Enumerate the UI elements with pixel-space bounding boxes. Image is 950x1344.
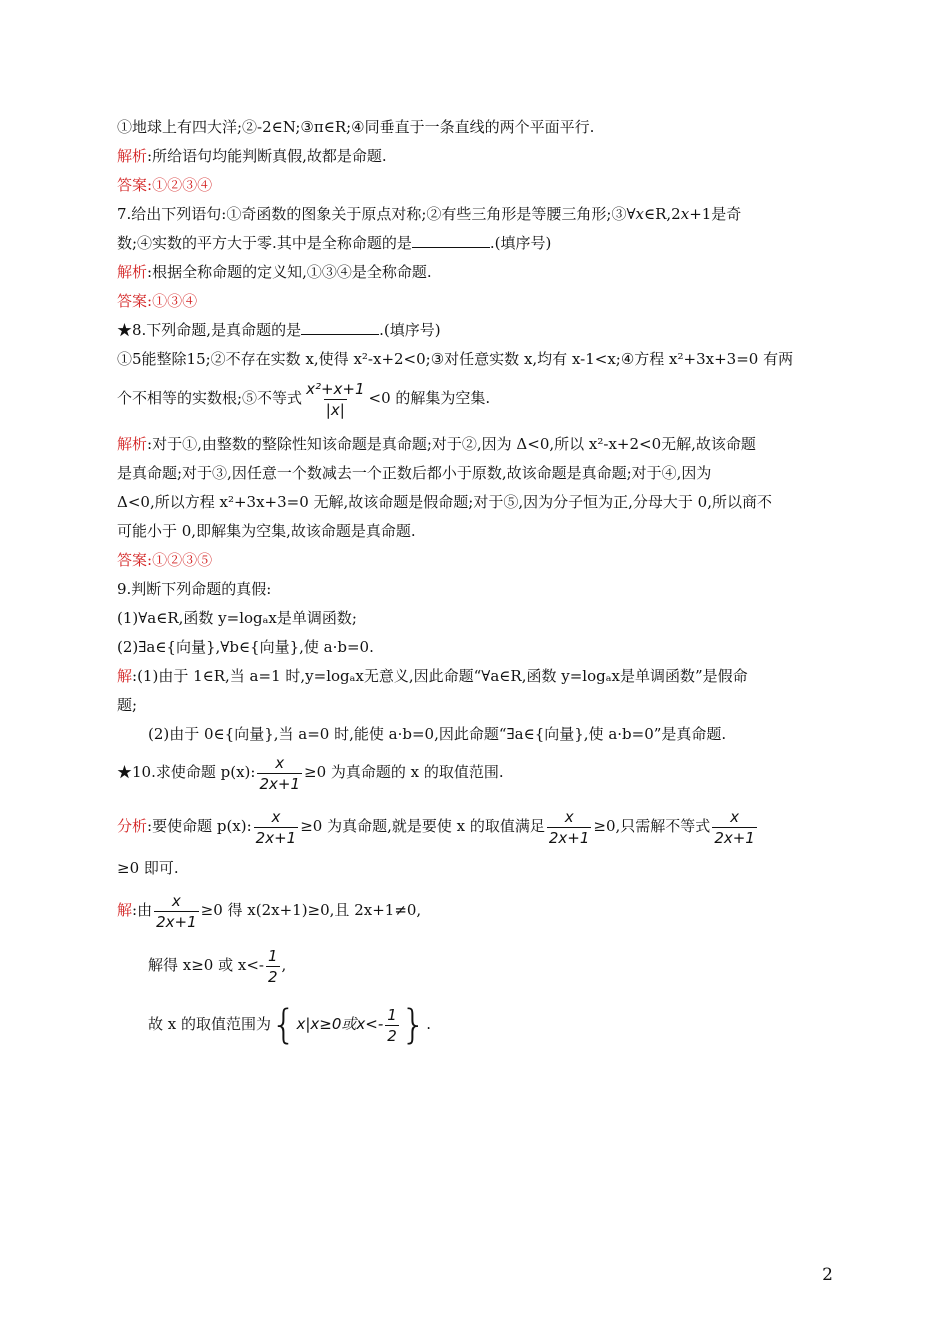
q8-text-b: <0 的解集为空集. [368, 389, 491, 407]
q9-title: 9.判断下列命题的真假: [117, 580, 272, 598]
q8-text-a: 个不相等的实数根;⑤不等式 [117, 389, 303, 407]
q10-analysis-b: ≥0 为真命题,就是要使 x 的取值满足 [300, 817, 545, 835]
q10-solution-2 [148, 945, 286, 986]
q10-solution-2a: 解得 x≥0 或 x<- [148, 956, 264, 974]
q7-line2-text: 数;④实数的平方大于零.其中是全称命题的是 [117, 234, 412, 252]
q10-solution-1 [117, 890, 421, 931]
q9-solution-text: :(1)由于 1∈R,当 a=1 时,y=logₐx无意义,因此命题“∀a∈R,函数 y=logₐx是单调函数”是假命 [132, 667, 748, 685]
fraction-numerator: x [564, 807, 574, 826]
line-statements: ①地球上有四大洋;②-2∈N;③π∈R;④同垂直于一条直线的两个平面平行. [117, 118, 595, 136]
fraction [547, 808, 592, 847]
right-brace: } [400, 1002, 427, 1048]
fraction-numerator: 1 [387, 1005, 397, 1024]
q10-title [117, 752, 504, 793]
fraction-denominator: |x| [325, 400, 345, 419]
q10-solution-2b: , [281, 956, 287, 974]
fraction-numerator: x [730, 807, 740, 826]
q8-answer [117, 550, 212, 570]
q10-title-a: ★10.求使命题 p(x): [117, 763, 256, 781]
q10-solution-3b: . [426, 1015, 432, 1033]
q8-title-suffix: .(填序号) [379, 321, 441, 339]
fraction [257, 754, 302, 793]
q7-text-a: 7.给出下列语句:①奇函数的图象关于原点对称;②有些三角形是等腰三角形;③∀ [117, 205, 636, 223]
q8-analysis-label: 解析 [117, 435, 148, 453]
q9-solution-1 [117, 666, 748, 686]
q10-solution-3a: 故 x 的取值范围为 [148, 1015, 271, 1033]
q10-solution-b: ≥0 得 x(2x+1)≥0,且 2x+1≠0, [200, 901, 422, 919]
q7-answer-text: :①③④ [147, 292, 198, 310]
q10-analysis-c: ≥0,只需解不等式 [593, 817, 711, 835]
fraction-denominator: 2x+1 [714, 828, 755, 847]
q7-analysis-label: 解析 [117, 263, 148, 281]
analysis-text: :所给语句均能判断真假,故都是命题. [147, 147, 387, 165]
answer-line [117, 175, 212, 195]
fraction-denominator: 2x+1 [259, 774, 300, 793]
q10-analysis-2: ≥0 即可. [117, 859, 179, 877]
answer-label: 答案 [117, 176, 148, 194]
q7-line2 [117, 233, 551, 253]
q10-analysis [117, 806, 759, 847]
answer-blank [301, 320, 379, 335]
q10-analysis-a: :要使命题 p(x): [147, 817, 252, 835]
fraction [304, 380, 366, 419]
q10-solution-a: :由 [132, 901, 153, 919]
q7-text-b: ∈R,2 [644, 205, 681, 223]
answer-text: :①②③④ [147, 176, 213, 194]
q10-analysis-label: 分析 [117, 817, 148, 835]
fraction-numerator: 1 [267, 946, 278, 965]
set-body: x|x≥0或x<- [296, 1015, 384, 1033]
q10-title-b: ≥0 为真命题的 x 的取值范围. [304, 763, 504, 781]
analysis-line [117, 146, 387, 166]
q8-analysis-1 [117, 434, 756, 454]
q9-item1: (1)∀a∈R,函数 y=logₐx是单调函数; [117, 609, 357, 627]
q9-solution-3: (2)由于 0∈{向量},当 a=0 时,能使 a·b=0,因此命题“∃a∈{向量},使 a·b=0”是真命题. [148, 725, 727, 743]
q7-answer [117, 291, 197, 311]
q7-analysis [117, 262, 432, 282]
q8-answer-text: :①②③⑤ [147, 551, 213, 569]
q8-title [117, 320, 441, 340]
analysis-label: 解析 [117, 147, 148, 165]
fraction-numerator: x [271, 807, 281, 826]
q7-answer-label: 答案 [117, 292, 148, 310]
fraction-numerator: x [171, 891, 181, 910]
answer-blank [412, 233, 490, 248]
q8-answer-label: 答案 [117, 551, 148, 569]
q8-title-text: ★8.下列命题,是真命题的是 [117, 321, 302, 339]
fraction-denominator: 2x+1 [548, 828, 590, 847]
fraction-denominator: 2x+1 [255, 828, 297, 847]
q7-analysis-text: :根据全称命题的定义知,①③④是全称命题. [147, 263, 432, 281]
fraction [254, 808, 299, 847]
q7-line1: 7.给出下列语句:①奇函数的图象关于原点对称;②有些三角形是等腰三角形;③∀x∈R,2x+1是奇 [117, 205, 742, 223]
left-brace: { [271, 1002, 297, 1048]
q7-line2-suffix: .(填序号) [489, 234, 552, 252]
fraction-denominator: 2 [387, 1026, 397, 1045]
fraction-numerator: x²+x+1 [306, 379, 365, 398]
q8-analysis-text: :对于①,由整数的整除性知该命题是真命题;对于②,因为 Δ<0,所以 x²-x+2<0无解,故该命题 [147, 435, 756, 453]
fraction [712, 808, 757, 847]
q9-solution-2: 题; [117, 696, 138, 714]
page-number: 2 [822, 1265, 833, 1285]
fraction-half [266, 947, 280, 986]
q8-analysis-3: Δ<0,所以方程 x²+3x+3=0 无解,故该命题是假命题;对于⑤,因为分子恒为正,分母大于 0,所以商不 [117, 493, 772, 511]
q8-analysis-2: 是真命题;对于③,因任意一个数减去一个正数后都小于原数,故该命题是真命题;对于④,因为 [117, 464, 712, 482]
fraction-denominator: 2x+1 [156, 912, 197, 931]
q8-analysis-4: 可能小于 0,即解集为空集,故该命题是真命题. [117, 522, 416, 540]
q7-text-c: +1是奇 [689, 205, 742, 223]
q10-solution-label: 解 [117, 901, 133, 919]
q8-statements: ①5能整除15;②不存在实数 x,使得 x²-x+2<0;③对任意实数 x,均有 x-1<x;④方程 x²+3x+3=0 有两 [117, 350, 794, 368]
fraction-numerator: x [275, 753, 285, 772]
fraction [154, 892, 199, 931]
q8-statements-2 [117, 378, 490, 419]
fraction-denominator: 2 [267, 967, 278, 986]
fraction-half [385, 1006, 399, 1045]
q9-item2: (2)∃a∈{向量},∀b∈{向量},使 a·b=0. [117, 638, 374, 656]
q10-solution-3 [148, 1002, 431, 1046]
q9-solution-label: 解 [117, 667, 133, 685]
